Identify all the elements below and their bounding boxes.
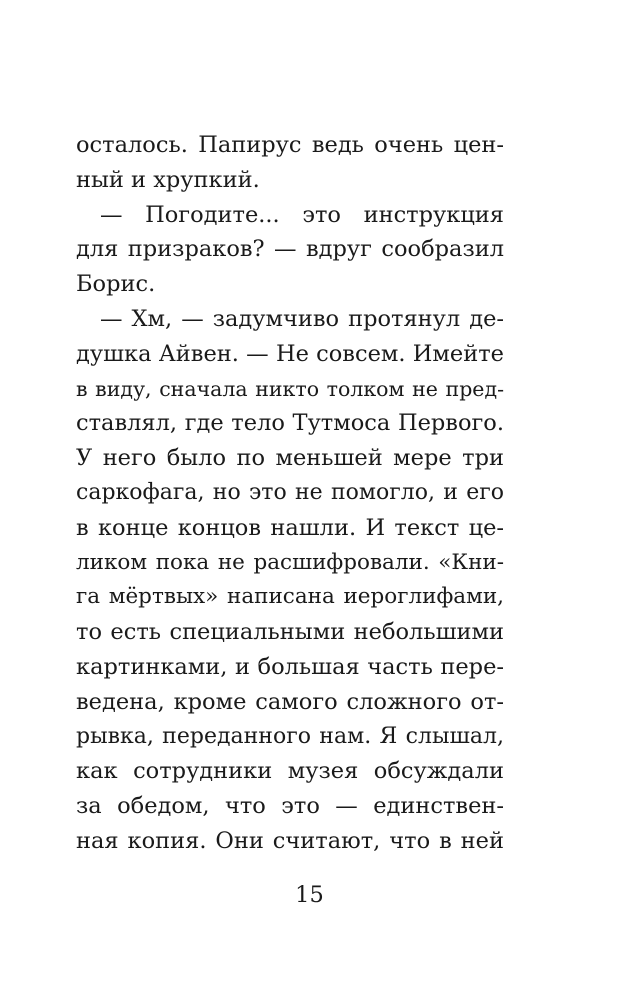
page-body-text [76, 128, 504, 859]
text-line: ликом пока не расшифровали. «Кни- [76, 549, 504, 575]
text-line: картинками, и большая часть пере- [76, 653, 504, 680]
text-line: душка Айвен. — Не совсем. Имейте [76, 340, 504, 367]
text-line: ставлял, где тело Тутмоса Первого. [76, 410, 504, 437]
text-line: то есть специальными небольшими [76, 619, 504, 646]
text-line: У него было по меньшей мере три [76, 445, 504, 472]
text-line: ведена, кроме самого сложного от- [76, 688, 504, 715]
text-line: — Хм, — задумчиво протянул де- [100, 305, 504, 332]
text-line: для призраков? — вдруг сообразил [76, 236, 504, 263]
text-line: за обедом, что это — единствен- [76, 793, 504, 820]
text-line: как сотрудники музея обсуждали [76, 758, 504, 785]
text-line: га мёртвых» написана иероглифами, [76, 584, 504, 610]
text-line: Борис. [76, 271, 156, 298]
text-line: ный и хрупкий. [76, 166, 260, 193]
text-line: рывка, переданного нам. Я слышал, [76, 723, 504, 749]
text-line: осталось. Папирус ведь очень цен- [76, 132, 504, 158]
text-line: в конце концов нашли. И текст це- [76, 514, 504, 541]
text-line: ная копия. Они считают, что в ней [76, 827, 504, 854]
text-line: в виду, сначала никто толком не пред- [76, 376, 504, 401]
page-number: 15 [295, 882, 324, 908]
text-line: саркофага, но это не помогло, и его [76, 479, 504, 505]
text-line: — Погодите... это инструкция [100, 201, 504, 228]
